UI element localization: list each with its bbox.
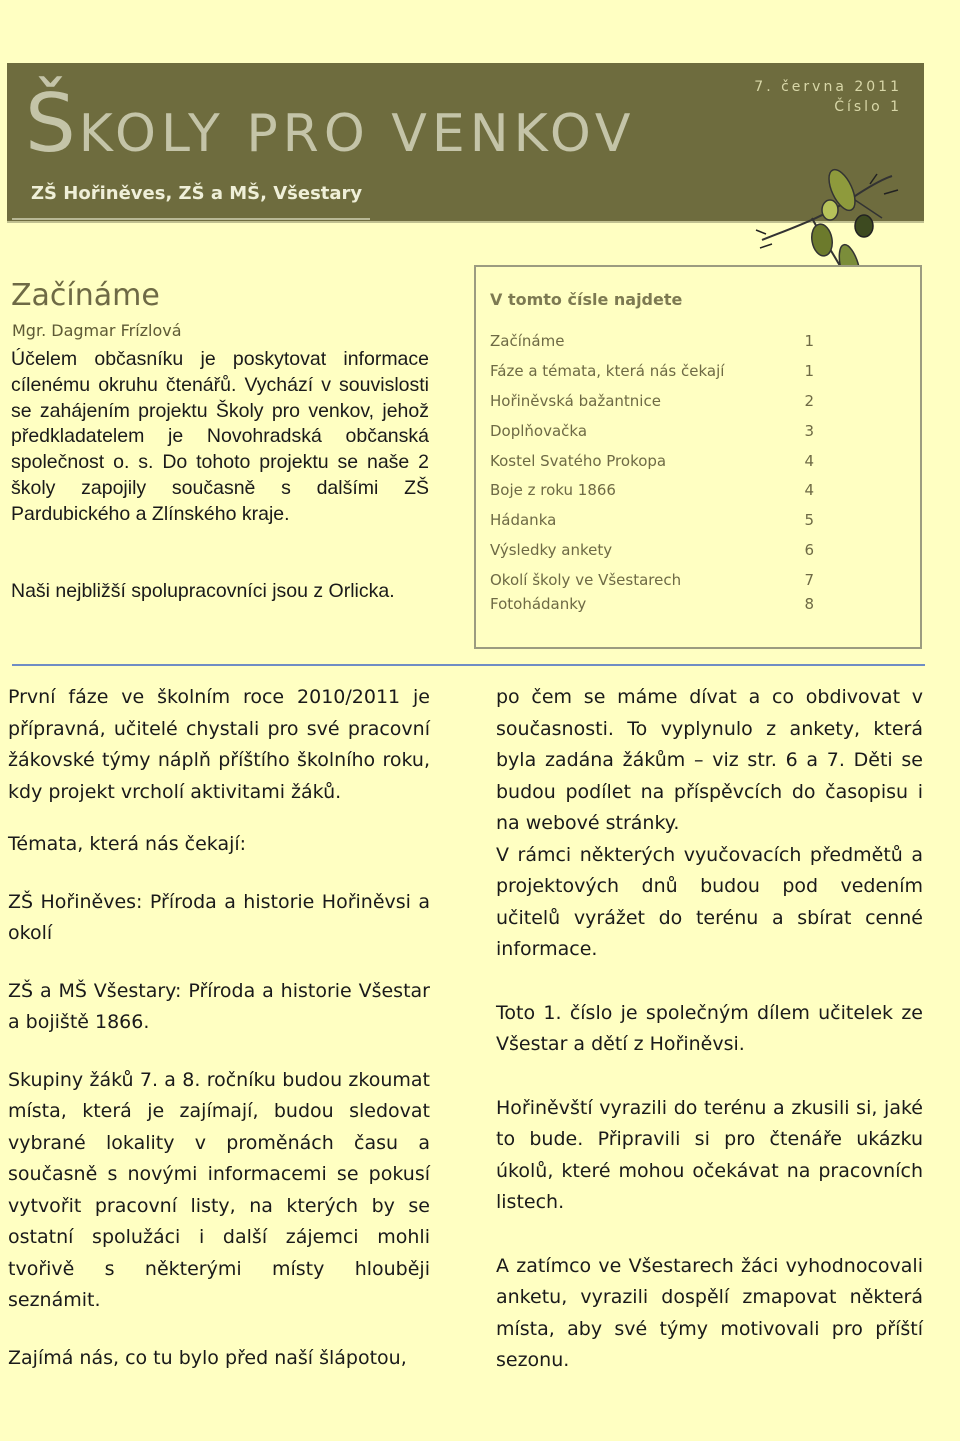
toc-item[interactable] xyxy=(490,452,814,474)
toc-item-page: 2 xyxy=(804,392,814,410)
toc-item-label: Kostel Svatého Prokopa xyxy=(490,452,667,470)
toc-item-page: 7 xyxy=(804,571,814,589)
toc-item-label: Doplňovačka xyxy=(490,422,588,440)
article-paragraph: A zatímco ve Všestarech žáci vyhodnocovali anketu, vyrazili dospělí zmapovat některá místa, aby své týmy motivovali pro příští sezonu. xyxy=(496,1254,923,1371)
article-paragraph: Toto 1. číslo je společným dílem učitelek ze Všestar a dětí z Hořiněvsi. xyxy=(496,1001,923,1055)
toc-item[interactable] xyxy=(490,332,814,354)
article-paragraph: Hořiněvští vyrazili do terénu a zkusili si, jaké to bude. Připravili si pro čtenáře ukázku úkolů, které mohou očekávat na pracovních listech. xyxy=(496,1096,923,1213)
title-rest: KOLY PRO VENKOV xyxy=(78,104,636,164)
toc-item-page: 8 xyxy=(804,595,814,613)
toc-item-label: Boje z roku 1866 xyxy=(490,481,616,499)
toc-item-page: 5 xyxy=(804,511,814,529)
toc-item[interactable] xyxy=(490,362,814,384)
toc-item[interactable] xyxy=(490,571,814,593)
toc-item-label: Hádanka xyxy=(490,511,557,529)
issue-date: 7. června 2011 xyxy=(754,79,902,95)
intro-paragraph: Účelem občasníku je poskytovat informace cílenému okruhu čtenářů. Vychází v souvislosti se zahájením projektu Školy pro venkov, jehož předkladatelem je Novohradská občanská společnost o. s. Do tohoto projektu se naše 2 školy zapojily současně s dalšími ZŠ Pardubického a Zlínského kraje. xyxy=(11,348,429,525)
article-paragraph: po čem se máme dívat a co obdivovat v současnosti. To vyplynulo z ankety, která byla zadána žákům – viz str. 6 a 7. Děti se budou podílet na příspěvcích do časopisu i na webové stránky. xyxy=(496,686,923,834)
table-of-contents xyxy=(474,265,922,649)
issue-number: Číslo 1 xyxy=(834,99,902,115)
toc-item-label: Výsledky ankety xyxy=(490,541,613,559)
toc-item-page: 1 xyxy=(804,332,814,350)
toc-item-page: 4 xyxy=(804,481,814,499)
toc-item[interactable] xyxy=(490,595,814,617)
toc-item-label: Hořiněvská bažantnice xyxy=(490,392,661,410)
toc-item-page: 3 xyxy=(804,422,814,440)
toc-item[interactable] xyxy=(490,481,814,503)
subtitle-underline xyxy=(12,218,370,220)
toc-item[interactable] xyxy=(490,422,814,444)
topic-horineves: ZŠ Hořiněves: Příroda a historie Hořiněvsi a okolí xyxy=(8,890,430,944)
article-paragraph: Zajímá nás, co tu bylo před naší šlápotou, xyxy=(8,1346,407,1369)
topics-heading: Témata, která nás čekají: xyxy=(8,833,247,855)
article-paragraph: První fáze ve školním roce 2010/2011 je přípravná, učitelé chystali pro své pracovní žákovské týmy náplň příštího školního roku, kdy projekt vrcholí aktivitami žáků. xyxy=(8,686,430,803)
toc-item-label: Fáze a témata, která nás čekají xyxy=(490,362,725,380)
toc-item-label: Začínáme xyxy=(490,332,565,350)
toc-title: V tomto čísle najdete xyxy=(490,290,683,309)
intro-author: Mgr. Dagmar Frízlová xyxy=(12,321,182,340)
schools-subtitle: ZŠ Hořiněves, ZŠ a MŠ, Všestary xyxy=(31,183,363,204)
toc-item-page: 6 xyxy=(804,541,814,559)
toc-item-label: Okolí školy ve Všestarech xyxy=(490,571,682,589)
intro-paragraph-collaborators: Naši nejbližší spolupracovníci jsou z Orlicka. xyxy=(11,580,395,602)
toc-item[interactable] xyxy=(490,511,814,533)
toc-item-page: 4 xyxy=(804,452,814,470)
title-initial: Š xyxy=(25,77,79,170)
toc-item[interactable] xyxy=(490,392,814,414)
toc-item[interactable] xyxy=(490,541,814,563)
article-paragraph: Skupiny žáků 7. a 8. ročníku budou zkoumat místa, která je zajímají, budou sledovat vybrané lokality v proměnách času a současně s novými informacemi se pokusí vytvořit pracovní listy, na kterých by se ostatní spolužáci i další zájemci mohli tvořivě s některými místy hlouběji seznámit. xyxy=(8,1068,430,1311)
topic-vsestary: ZŠ a MŠ Všestary: Příroda a historie Všestar a bojiště 1866. xyxy=(8,979,430,1033)
section-divider xyxy=(12,664,925,666)
right-column xyxy=(496,682,923,1377)
newsletter-title xyxy=(25,77,635,170)
article-paragraph: V rámci některých vyučovacích předmětů a projektových dnů budou pod vedením učitelů vyrážet do terénu a sbírat cenné informace. xyxy=(496,843,923,960)
toc-item-label: Fotohádanky xyxy=(490,595,587,613)
toc-item-page: 1 xyxy=(804,362,814,380)
left-column xyxy=(8,682,430,1374)
intro-heading: Začínáme xyxy=(11,278,160,313)
